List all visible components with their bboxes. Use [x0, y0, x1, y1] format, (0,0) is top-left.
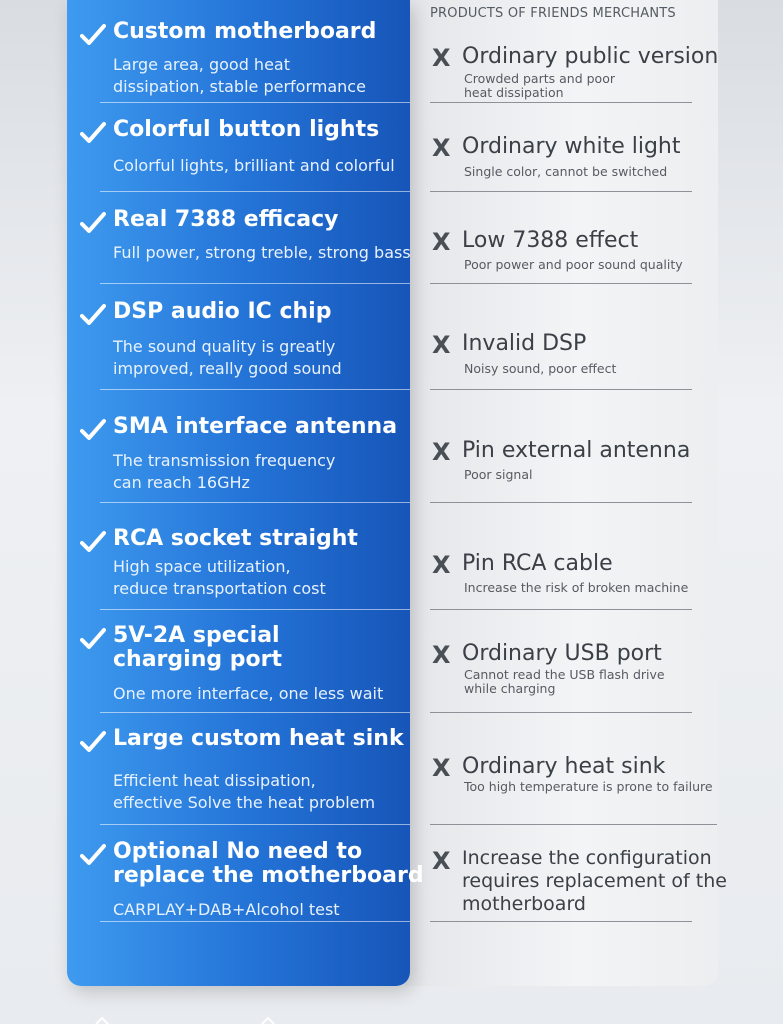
feature-divider: [100, 502, 410, 503]
competitor-description: Cannot read the USB flash drive: [464, 667, 665, 682]
check-icon: [80, 842, 106, 868]
competitor-description: Noisy sound, poor effect: [464, 361, 617, 376]
feature-title: replace the motherboard: [113, 863, 424, 888]
check-icon: [80, 210, 106, 236]
feature-description: The sound quality is greatly: [113, 337, 336, 356]
feature-title: Real 7388 efficacy: [113, 207, 339, 232]
check-icon: [80, 22, 106, 48]
check-icon: [80, 417, 106, 443]
feature-description: CARPLAY+DAB+Alcohol test: [113, 900, 340, 919]
check-icon: [80, 302, 106, 328]
x-mark-icon: X: [432, 44, 451, 72]
competitor-divider: [430, 283, 692, 284]
feature-description: can reach 16GHz: [113, 473, 250, 492]
feature-description: Full power, strong treble, strong bass: [113, 243, 411, 262]
feature-description: improved, really good sound: [113, 359, 342, 378]
competitor-divider: [430, 389, 692, 390]
feature-title: charging port: [113, 647, 282, 672]
feature-description: Colorful lights, brilliant and colorful: [113, 156, 395, 175]
feature-description: High space utilization,: [113, 557, 291, 576]
x-mark-icon: X: [432, 134, 451, 162]
competitor-description: Increase the risk of broken machine: [464, 580, 689, 595]
feature-title: Custom motherboard: [113, 19, 377, 44]
competitor-description: Too high temperature is prone to failure: [464, 779, 713, 794]
x-mark-icon: X: [432, 551, 451, 579]
x-mark-icon: X: [432, 847, 451, 875]
feature-title: 5V-2A special: [113, 623, 280, 648]
feature-description: reduce transportation cost: [113, 579, 326, 598]
competitor-divider: [430, 712, 692, 713]
feature-title: Colorful button lights: [113, 117, 380, 142]
feature-description: One more interface, one less wait: [113, 684, 384, 703]
competitor-divider: [430, 191, 692, 192]
x-mark-icon: X: [432, 438, 451, 466]
competitor-title: Low 7388 effect: [462, 228, 639, 253]
feature-title: Large custom heat sink: [113, 726, 404, 751]
competitor-title: Invalid DSP: [462, 331, 587, 356]
x-mark-icon: X: [432, 754, 451, 782]
competitor-title: Ordinary heat sink: [462, 754, 666, 779]
check-icon: [80, 626, 106, 652]
feature-description: Large area, good heat: [113, 55, 290, 74]
feature-divider: [100, 191, 410, 192]
feature-title: DSP audio IC chip: [113, 299, 332, 324]
competitor-title: Ordinary USB port: [462, 641, 662, 666]
competitor-description: Single color, cannot be switched: [464, 164, 668, 179]
feature-divider: [100, 609, 410, 610]
x-mark-icon: X: [432, 641, 451, 669]
competitor-divider: [430, 609, 692, 610]
competitor-title: requires replacement of the: [462, 870, 727, 892]
feature-description: dissipation, stable performance: [113, 77, 366, 96]
check-icon: [80, 729, 106, 755]
feature-divider: [100, 824, 410, 825]
competitor-title: Ordinary public version: [462, 44, 719, 69]
competitor-divider: [430, 102, 692, 103]
bottom-edge-marks: [0, 1016, 783, 1024]
competitor-divider: [430, 824, 717, 825]
competitor-description: while charging: [464, 681, 556, 696]
feature-divider: [100, 283, 410, 284]
competitor-title: Ordinary white light: [462, 134, 681, 159]
competitor-description: heat dissipation: [464, 85, 564, 100]
feature-description: effective Solve the heat problem: [113, 793, 376, 812]
competitor-title: Pin RCA cable: [462, 551, 613, 576]
feature-title: RCA socket straight: [113, 526, 358, 551]
competitor-title: Increase the configuration: [462, 847, 712, 869]
feature-title: SMA interface antenna: [113, 414, 398, 439]
feature-divider: [100, 389, 410, 390]
feature-title: Optional No need to: [113, 839, 363, 864]
competitor-divider: [430, 921, 692, 922]
x-mark-icon: X: [432, 228, 451, 256]
competitor-description: Poor signal: [464, 467, 533, 482]
feature-description: Efficient heat dissipation,: [113, 771, 316, 790]
check-icon: [80, 120, 106, 146]
check-icon: [80, 529, 106, 555]
competitor-description: Crowded parts and poor: [464, 71, 615, 86]
competitor-description: Poor power and poor sound quality: [464, 257, 683, 272]
feature-divider: [100, 921, 410, 922]
competitor-header: PRODUCTS OF FRIENDS MERCHANTS: [430, 6, 676, 21]
x-mark-icon: X: [432, 331, 451, 359]
feature-divider: [100, 712, 410, 713]
feature-description: The transmission frequency: [113, 451, 336, 470]
competitor-divider: [430, 502, 692, 503]
competitor-title: Pin external antenna: [462, 438, 691, 463]
feature-divider: [100, 102, 410, 103]
competitor-title: motherboard: [462, 893, 586, 915]
